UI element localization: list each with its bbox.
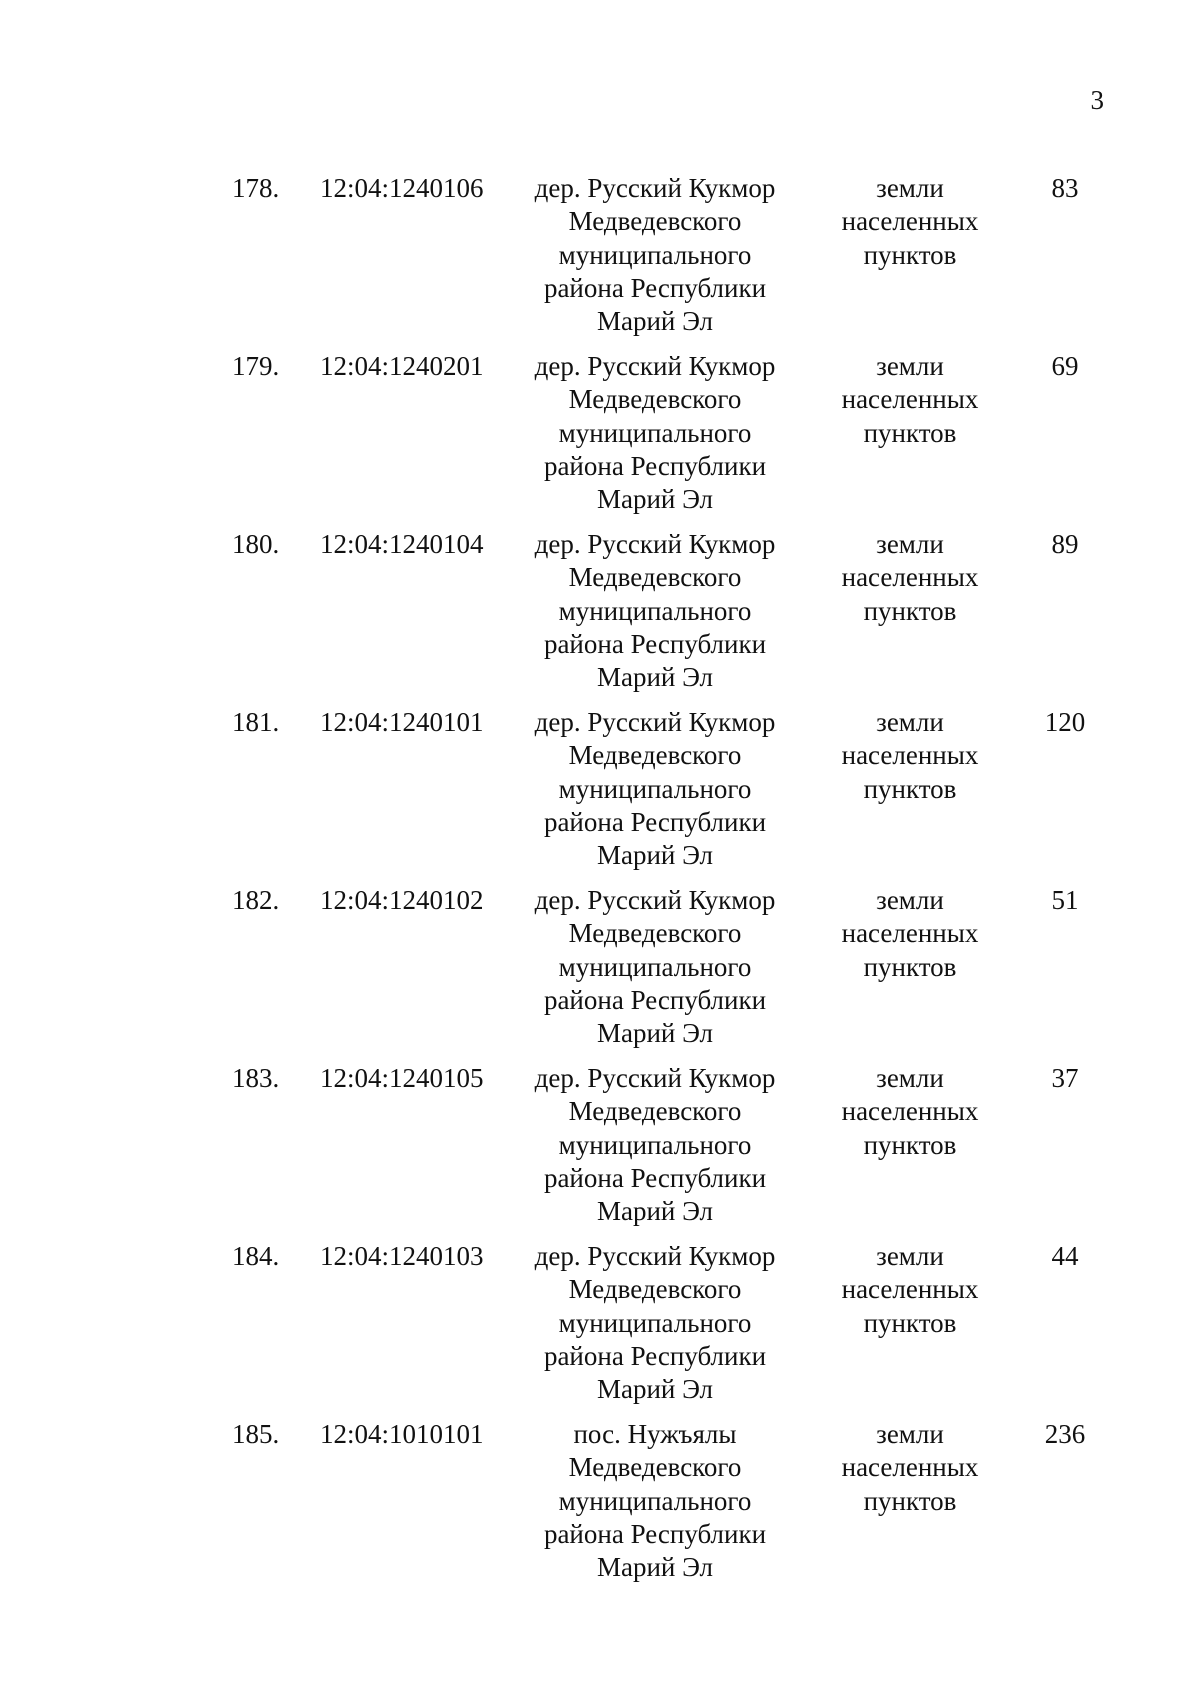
location bbox=[520, 706, 790, 872]
location-line: муниципального bbox=[558, 417, 752, 448]
cadastral-number: 12:04:1010101 bbox=[320, 1419, 484, 1449]
land-category bbox=[820, 528, 1000, 628]
category-line: пунктов bbox=[863, 1485, 957, 1516]
table-row bbox=[0, 1062, 1200, 1240]
cadastral-number: 12:04:1240105 bbox=[320, 1063, 484, 1093]
area-value: 83 bbox=[1051, 173, 1079, 203]
category-line: пунктов bbox=[863, 239, 957, 270]
category-line: населенных bbox=[841, 1274, 979, 1305]
row-number: 183. bbox=[232, 1063, 280, 1093]
location-line: Марий Эл bbox=[596, 1374, 714, 1405]
row-number: 181. bbox=[232, 707, 280, 737]
row-number: 180. bbox=[232, 529, 280, 559]
cadastral-number: 12:04:1240101 bbox=[320, 707, 484, 737]
cadastral-number: 12:04:1240102 bbox=[320, 885, 484, 915]
location-line: муниципального bbox=[558, 1307, 752, 1338]
location-line: района Республики bbox=[543, 450, 767, 481]
area-value: 44 bbox=[1051, 1241, 1079, 1271]
location-line: Марий Эл bbox=[596, 840, 714, 871]
location-line: района Республики bbox=[543, 806, 767, 837]
category-line: населенных bbox=[841, 918, 979, 949]
location-line: Марий Эл bbox=[596, 1196, 714, 1227]
table-row bbox=[0, 350, 1200, 528]
location bbox=[520, 528, 790, 694]
location-line: муниципального bbox=[558, 951, 752, 982]
location-line: Марий Эл bbox=[596, 662, 714, 693]
location-line: Медведевского bbox=[568, 1452, 742, 1483]
table-row bbox=[0, 706, 1200, 884]
page-number: 3 bbox=[1090, 85, 1104, 115]
category-line: населенных bbox=[841, 384, 979, 415]
location-line: муниципального bbox=[558, 595, 752, 626]
table-row bbox=[0, 884, 1200, 1062]
category-line: земли bbox=[876, 707, 944, 737]
location-line: Марий Эл bbox=[596, 1018, 714, 1049]
location bbox=[520, 1062, 790, 1228]
land-category bbox=[820, 1418, 1000, 1518]
category-line: пунктов bbox=[863, 773, 957, 804]
location-line: района Республики bbox=[543, 1340, 767, 1371]
location bbox=[520, 1418, 790, 1584]
location-line: района Республики bbox=[543, 1518, 767, 1549]
row-number: 184. bbox=[232, 1241, 280, 1271]
category-line: населенных bbox=[841, 1096, 979, 1127]
location-line: муниципального bbox=[558, 1485, 752, 1516]
category-line: населенных bbox=[841, 1452, 979, 1483]
location bbox=[520, 350, 790, 516]
table-row bbox=[0, 1418, 1200, 1596]
category-line: земли bbox=[876, 173, 944, 203]
category-line: пунктов bbox=[863, 1307, 957, 1338]
location-line: муниципального bbox=[558, 239, 752, 270]
location-line: района Республики bbox=[543, 272, 767, 303]
cadastral-number: 12:04:1240201 bbox=[320, 351, 484, 381]
category-line: земли bbox=[876, 1419, 944, 1449]
area-value: 51 bbox=[1051, 885, 1079, 915]
location-line: дер. Русский Кукмор bbox=[534, 1241, 776, 1271]
location-line: района Республики bbox=[543, 1162, 767, 1193]
location-line: Медведевского bbox=[568, 1274, 742, 1305]
location-line: Медведевского bbox=[568, 562, 742, 593]
location-line: дер. Русский Кукмор bbox=[534, 173, 776, 203]
category-line: пунктов bbox=[863, 595, 957, 626]
location-line: дер. Русский Кукмор bbox=[534, 351, 776, 381]
table-row bbox=[0, 172, 1200, 350]
location bbox=[520, 172, 790, 338]
location-line: дер. Русский Кукмор bbox=[534, 529, 776, 559]
location bbox=[520, 884, 790, 1050]
location-line: Марий Эл bbox=[596, 306, 714, 337]
category-line: земли bbox=[876, 351, 944, 381]
category-line: земли bbox=[876, 1063, 944, 1093]
location-line: Медведевского bbox=[568, 206, 742, 237]
location-line: Марий Эл bbox=[596, 484, 714, 515]
land-category bbox=[820, 706, 1000, 806]
location-line: дер. Русский Кукмор bbox=[534, 707, 776, 737]
category-line: пунктов bbox=[863, 417, 957, 448]
location-line: муниципального bbox=[558, 773, 752, 804]
category-line: земли bbox=[876, 1241, 944, 1271]
location-line: муниципального bbox=[558, 1129, 752, 1160]
land-category bbox=[820, 1240, 1000, 1340]
location-line: Марий Эл bbox=[596, 1552, 714, 1583]
land-category bbox=[820, 172, 1000, 272]
cadastral-number: 12:04:1240106 bbox=[320, 173, 484, 203]
location-line: Медведевского bbox=[568, 384, 742, 415]
category-line: населенных bbox=[841, 562, 979, 593]
category-line: пунктов bbox=[863, 1129, 957, 1160]
category-line: пунктов bbox=[863, 951, 957, 982]
land-category bbox=[820, 884, 1000, 984]
location-line: района Республики bbox=[543, 984, 767, 1015]
row-number: 178. bbox=[232, 173, 280, 203]
location-line: дер. Русский Кукмор bbox=[534, 885, 776, 915]
area-value: 236 bbox=[1044, 1419, 1086, 1449]
cadastral-number: 12:04:1240103 bbox=[320, 1241, 484, 1271]
land-plots-table bbox=[0, 172, 1200, 1596]
category-line: земли bbox=[876, 529, 944, 559]
category-line: земли bbox=[876, 885, 944, 915]
area-value: 120 bbox=[1044, 707, 1086, 737]
row-number: 185. bbox=[232, 1419, 280, 1449]
row-number: 182. bbox=[232, 885, 280, 915]
land-category bbox=[820, 1062, 1000, 1162]
location-line: Медведевского bbox=[568, 918, 742, 949]
location-line: дер. Русский Кукмор bbox=[534, 1063, 776, 1093]
area-value: 37 bbox=[1051, 1063, 1079, 1093]
land-category bbox=[820, 350, 1000, 450]
location-line: района Республики bbox=[543, 628, 767, 659]
location-line: Медведевского bbox=[568, 740, 742, 771]
category-line: населенных bbox=[841, 206, 979, 237]
area-value: 89 bbox=[1051, 529, 1079, 559]
row-number: 179. bbox=[232, 351, 280, 381]
area-value: 69 bbox=[1051, 351, 1079, 381]
location bbox=[520, 1240, 790, 1406]
cadastral-number: 12:04:1240104 bbox=[320, 529, 484, 559]
table-row bbox=[0, 528, 1200, 706]
location-line: Медведевского bbox=[568, 1096, 742, 1127]
category-line: населенных bbox=[841, 740, 979, 771]
location-line: пос. Нужъялы bbox=[573, 1419, 737, 1449]
table-row bbox=[0, 1240, 1200, 1418]
